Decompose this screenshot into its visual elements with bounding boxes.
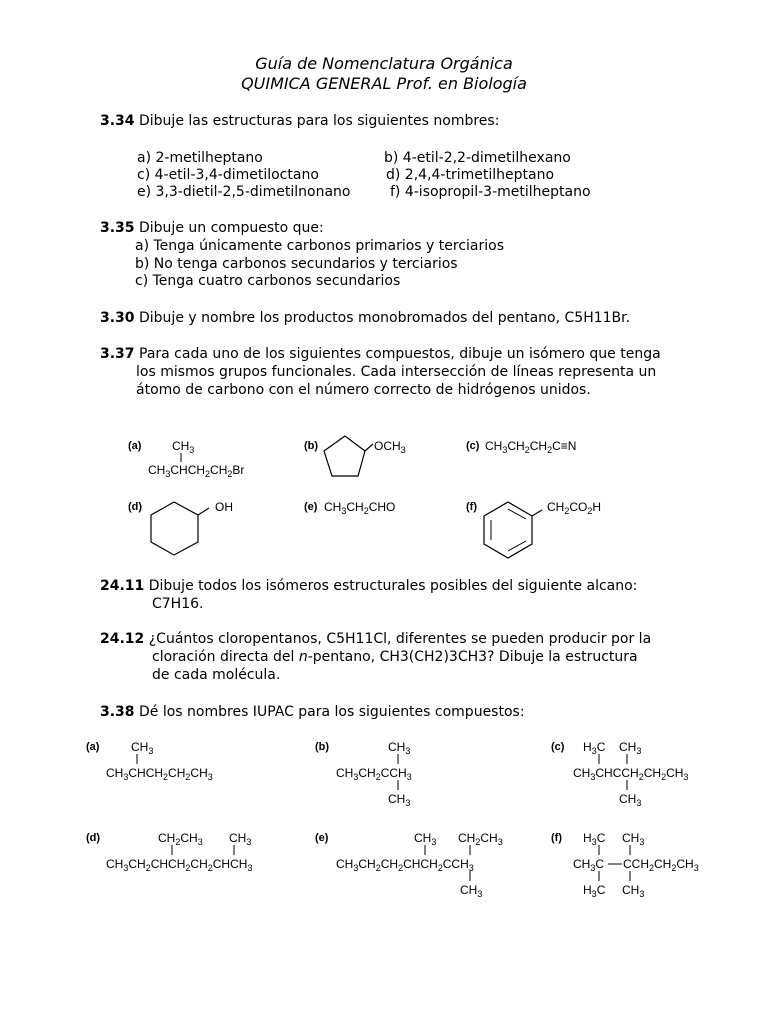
question-text: Dibuje un compuesto que: (139, 220, 324, 236)
structure-formula: $CH_3CH_2CH_2C\equiv N$ (485, 439, 577, 455)
structure-formula: $CCH_2CH_2CH_3$ (623, 857, 699, 873)
structure-substituent: $CH_2CO_2H$ (547, 500, 602, 516)
structure-label: (f) (551, 832, 562, 844)
structure-substituent: $CH_2CH_3$ (458, 831, 503, 847)
structure-substituent: $CH_3$ (229, 831, 252, 847)
structure-substituent: $H_3C$ (583, 883, 606, 899)
structure-label: (e) (315, 832, 329, 844)
question-text: Dibuje todos los isómeros estructurales posibles del siguiente alcano: (148, 578, 638, 594)
structure-substituent: $CH_3$ (131, 740, 154, 756)
question-number: 24.11 (100, 578, 145, 594)
list-item: c) Tenga cuatro carbonos secundarios (135, 273, 401, 289)
structure-label: (f) (466, 501, 477, 513)
question-number: 3.37 (100, 346, 135, 362)
structure-formula: $CH_3C$ (573, 857, 605, 873)
list-item: b) 4-etil-2,2-dimetilhexano (384, 150, 571, 166)
structure-formula: $CH_3CH_2CH_2CHCH_2CCH_3$ (336, 857, 474, 873)
question-number: 3.34 (100, 113, 135, 129)
structure-substituent: $CH_3$ (622, 831, 645, 847)
structure-formula: $CH_3CH_2CHCH_2CH_2CHCH_3$ (106, 857, 253, 873)
question-text: Dé los nombres IUPAC para los siguientes compuestos: (139, 704, 525, 720)
question-text: Dibuje las estructuras para los siguientes nombres: (139, 113, 500, 129)
structure-label: (b) (304, 440, 319, 452)
document-title: Guía de Nomenclatura Orgánica (255, 54, 513, 73)
structure-label: (a) (86, 741, 100, 753)
structure-substituent: $CH_2CH_3$ (158, 831, 203, 847)
structure-substituent: $OCH_3$ (374, 439, 406, 455)
question-text: Para cada uno de los siguientes compuestos, dibuje un isómero que tenga (139, 346, 661, 362)
question-text: Dibuje y nombre los productos monobromados del pentano, C5H11Br. (139, 310, 631, 326)
structure-substituent: $CH_3$ (460, 883, 483, 899)
structure-formula: $CH_3CHCH_2CH_2Br$ (148, 463, 245, 479)
question-text-line: C7H16. (152, 596, 204, 612)
question-text-line: de cada molécula. (152, 667, 281, 683)
structure-substituent: $CH_3$ (619, 740, 642, 756)
structure-formula: $CH_3CH_2CCH_3$ (336, 766, 412, 782)
text-segment: cloración directa del (152, 649, 299, 665)
structure-substituent: OH (215, 500, 233, 514)
structure-label: (c) (551, 741, 565, 753)
question-text-line: átomo de carbono con el número correcto de hidrógenos unidos. (136, 382, 591, 398)
structure-substituent: $H_3C$ (583, 740, 606, 756)
structure-label: (c) (466, 440, 480, 452)
question-number: 3.35 (100, 220, 135, 236)
structure-formula: $CH_3CHCH_2CH_2CH_3$ (106, 766, 213, 782)
question-number: 3.30 (100, 310, 135, 326)
list-item: a) Tenga únicamente carbonos primarios y terciarios (135, 238, 504, 254)
structure-substituent: $CH_3$ (172, 439, 195, 455)
structure-formula: $CH_3CHCCH_2CH_2CH_3$ (573, 766, 689, 782)
structure-formula: $CH_3CH_2CHO$ (324, 500, 396, 516)
question-text: ¿Cuántos cloropentanos, C5H11Cl, diferentes se pueden producir por la (148, 631, 652, 647)
structure-substituent: $CH_3$ (388, 740, 411, 756)
text-segment: -pentano, CH3(CH2)3CH3? Dibuje la estructura (307, 649, 638, 665)
structure-label: (e) (304, 501, 318, 513)
structure-substituent: $CH_3$ (388, 792, 411, 808)
question-text-line: los mismos grupos funcionales. Cada intersección de líneas representa un (136, 364, 657, 380)
list-item: b) No tenga carbonos secundarios y terciarios (135, 256, 458, 272)
list-item: d) 2,4,4-trimetilheptano (386, 167, 555, 183)
structure-label: (b) (315, 741, 330, 753)
list-item: c) 4-etil-3,4-dimetiloctano (137, 167, 319, 183)
question-number: 24.12 (100, 631, 145, 647)
structure-substituent: $CH_3$ (414, 831, 437, 847)
list-item: f) 4-isopropil-3-metilheptano (390, 184, 591, 200)
structure-label: (d) (86, 832, 101, 844)
list-item: a) 2-metilheptano (137, 150, 263, 166)
structure-substituent: $H_3C$ (583, 831, 606, 847)
structure-substituent: $CH_3$ (619, 792, 642, 808)
structure-label: (a) (128, 440, 142, 452)
structure-label: (d) (128, 501, 143, 513)
question-number: 3.38 (100, 704, 135, 720)
list-item: e) 3,3-dietil-2,5-dimetilnonano (137, 184, 351, 200)
text-segment-italic: n (298, 649, 308, 665)
document-subtitle: QUIMICA GENERAL Prof. en Biología (241, 74, 527, 93)
structure-substituent: $CH_3$ (622, 883, 645, 899)
